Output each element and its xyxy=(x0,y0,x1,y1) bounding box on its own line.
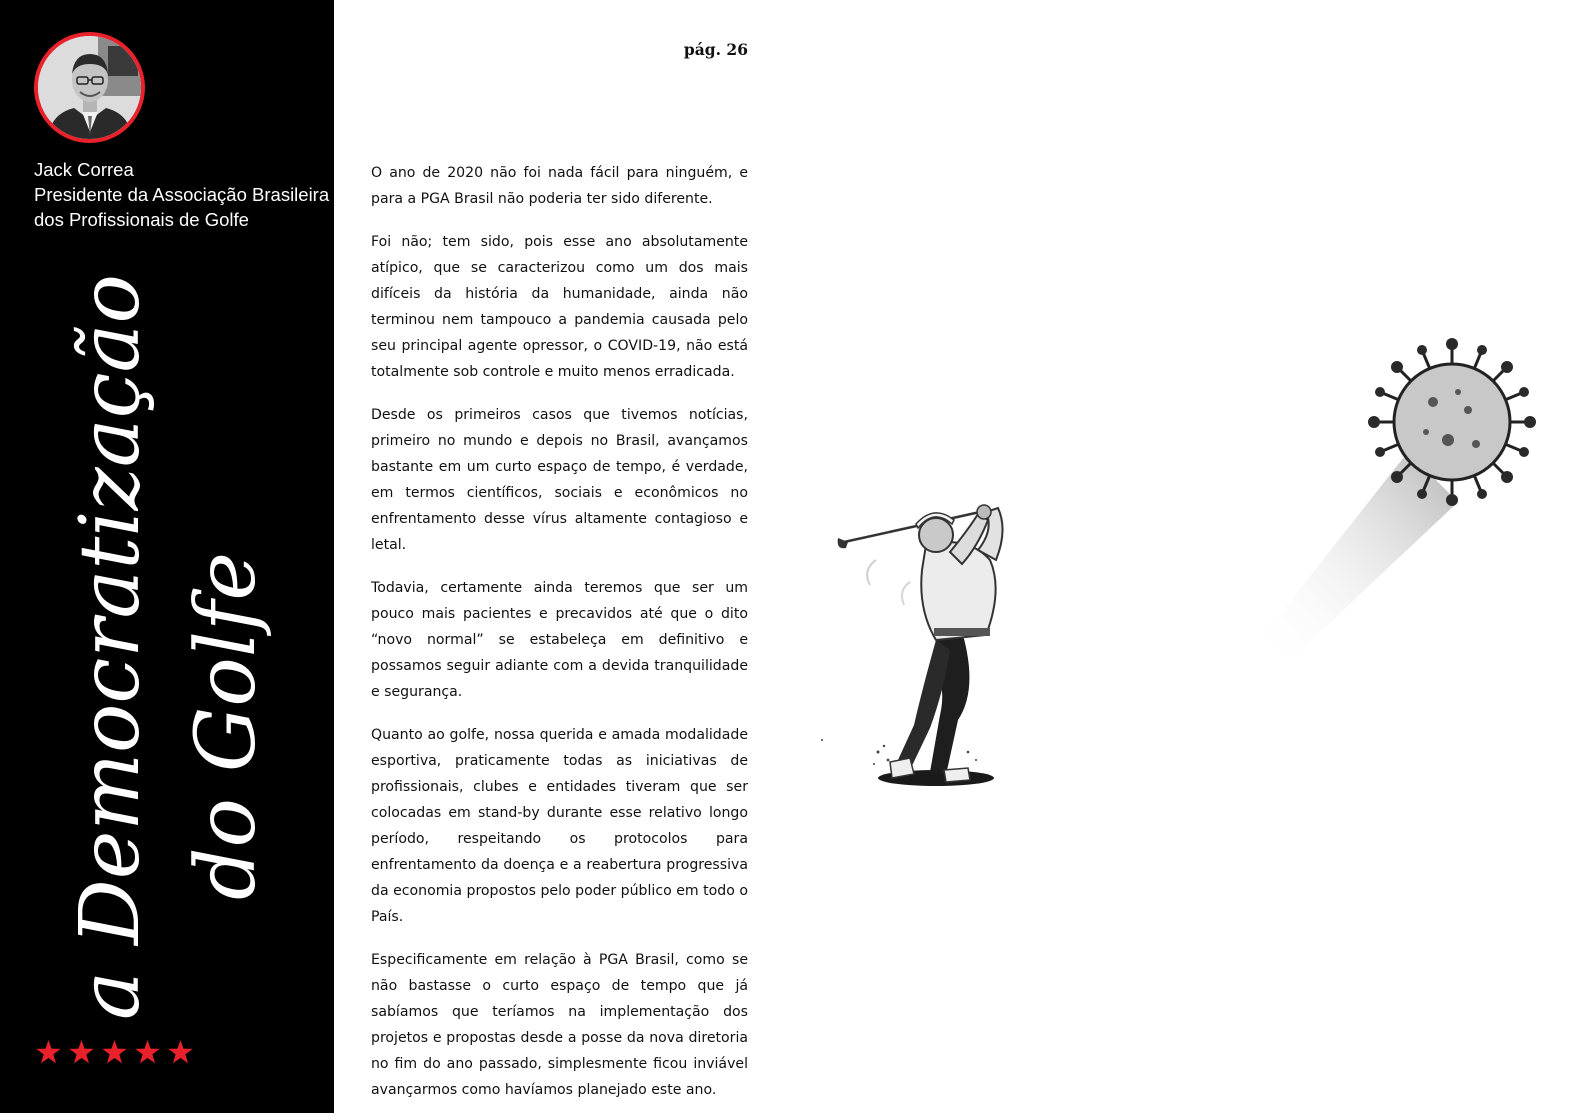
author-name: Jack Correa xyxy=(34,159,134,180)
author-avatar xyxy=(34,32,145,143)
article-title-line2: do Golfe xyxy=(179,552,274,900)
star-icon xyxy=(36,1040,61,1064)
article-paragraph: Especificamente em relação à PGA Brasil, como se não bastasse o curto espaço de tempo que já sabíamos que teríamos na implementação dos projetos e propostas desde a posse da nova diretoria no fim do ano passado, simplesmente ficou inviável avançarmos como havíamos planejado este ano. xyxy=(371,952,748,1098)
article-paragraph: Todavia, certamente ainda teremos que ser um pouco mais pacientes e precavidos até que o dito “novo normal” se estabeleça em definitivo e possamos seguir adiante com a devida tranquilidade e segurança. xyxy=(371,580,748,700)
article-title xyxy=(53,220,285,1020)
author-role-line2: dos Profissionais de Golfe xyxy=(34,209,249,230)
page-number: pág. 26 xyxy=(683,40,748,59)
article-paragraph: Quanto ao golfe, nossa querida e amada modalidade esportiva, praticamente todas as iniciativas de profissionais, clubes e entidades tiveram que ser colocadas em stand-by durante esse relativo longo período, respeitando os protocolos para enfrentamento da doença e a reabertura progressiva da economia propostos pelo poder público em todo o País. xyxy=(371,727,748,925)
article-paragraph: O ano de 2020 não foi nada fácil para ninguém, e para a PGA Brasil não poderia ter sido diferente. xyxy=(371,165,748,207)
article-paragraph: Foi não; tem sido, pois esse ano absolutamente atípico, que se caracterizou como um dos mais difíceis da história da humanidade, ainda não terminou nem tampouco a pandemia causada pelo seu principal agente opressor, o COVID-19, não está totalmente sob controle e muito menos erradicada. xyxy=(371,234,748,380)
article-body xyxy=(371,160,748,1120)
rating-stars xyxy=(36,1040,193,1064)
star-icon xyxy=(102,1040,127,1064)
star-icon xyxy=(168,1040,193,1064)
golfer-illustration xyxy=(818,490,1018,800)
star-icon xyxy=(69,1040,94,1064)
author-portrait-image xyxy=(38,36,141,139)
author-role-line1: Presidente da Associação Brasileira xyxy=(34,184,330,205)
star-icon xyxy=(135,1040,160,1064)
article-title-line1: a Democratização xyxy=(63,274,158,1020)
coronavirus-illustration xyxy=(1258,332,1548,667)
article-paragraph: Desde os primeiros casos que tivemos notícias, primeiro no mundo e depois no Brasil, avançamos bastante em um curto espaço de tempo, é verdade, em termos científicos, sociais e econômicos no enfrentamento desse vírus altamente contagioso e letal. xyxy=(371,407,748,553)
author-sidebar xyxy=(0,0,334,1113)
